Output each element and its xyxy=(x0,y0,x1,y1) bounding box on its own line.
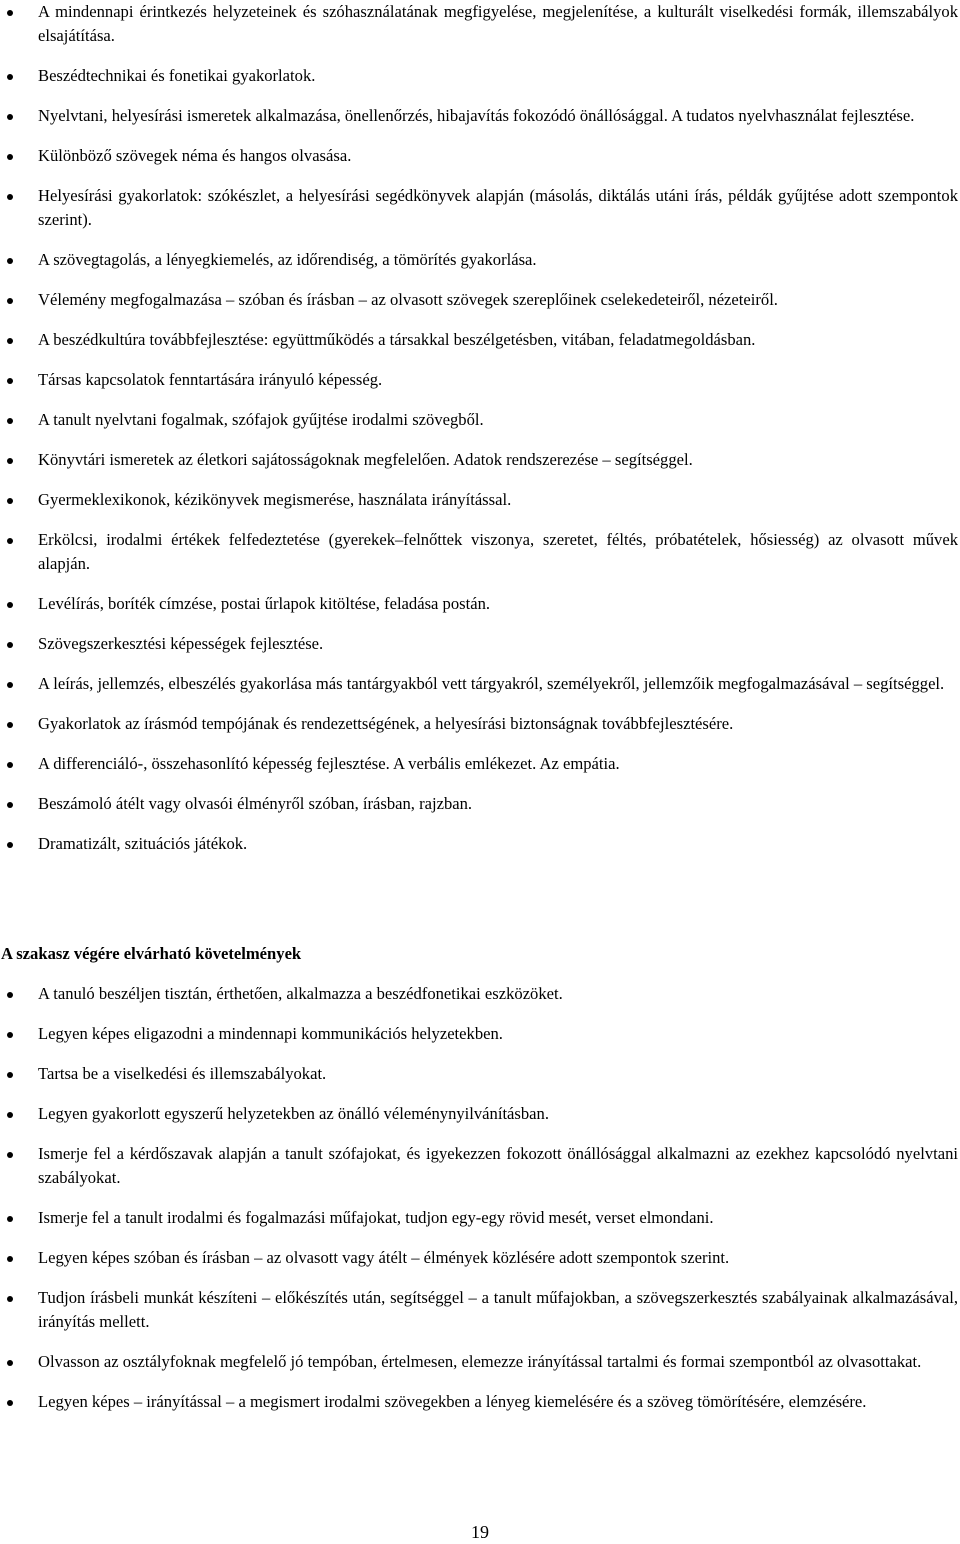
list-item: Ismerje fel a kérdőszavak alapján a tanult szófajokat, és igyekezzen fokozott önállósággal alkalmazni az ezekhez kapcsolódó nyelvtani szabályokat. xyxy=(0,1142,960,1190)
bullet-icon xyxy=(7,258,13,264)
list-item: Gyakorlatok az írásmód tempójának és rendezettségének, a helyesírási biztonságnak továbbfejlesztésére. xyxy=(0,712,960,736)
bullet-icon xyxy=(7,802,13,808)
bullet-icon xyxy=(7,1360,13,1366)
list-item: Könyvtári ismeretek az életkori sajátosságoknak megfelelően. Adatok rendszerezése – segítséggel. xyxy=(0,448,960,472)
list-item: A tanuló beszéljen tisztán, érthetően, alkalmazza a beszédfonetikai eszközöket. xyxy=(0,982,960,1006)
list-item: Különböző szövegek néma és hangos olvasása. xyxy=(0,144,960,168)
list-item: Beszámoló átélt vagy olvasói élményről szóban, írásban, rajzban. xyxy=(0,792,960,816)
bullet-icon xyxy=(7,722,13,728)
bullet-icon xyxy=(7,538,13,544)
list-item: Szövegszerkesztési képességek fejlesztése. xyxy=(0,632,960,656)
list-item: Gyermeklexikonok, kézikönyvek megismerése, használata irányítással. xyxy=(0,488,960,512)
bullet-icon xyxy=(7,458,13,464)
list-item: A szövegtagolás, a lényegkiemelés, az időrendiség, a tömörítés gyakorlása. xyxy=(0,248,960,272)
section-heading: A szakasz végére elvárható követelmények xyxy=(1,944,302,963)
list-item: Legyen képes szóban és írásban – az olvasott vagy átélt – élmények közlésére adott szempontok szerint. xyxy=(0,1246,960,1270)
bullet-icon xyxy=(7,10,13,16)
requirements-list xyxy=(0,982,960,1414)
list-item: Levélírás, boríték címzése, postai űrlapok kitöltése, feladása postán. xyxy=(0,592,960,616)
bullet-icon xyxy=(7,194,13,200)
bullet-icon xyxy=(7,298,13,304)
bullet-icon xyxy=(7,682,13,688)
list-item: Erkölcsi, irodalmi értékek felfedeztetése (gyerekek–felnőttek viszonya, szeretet, féltés, próbatételek, hősiesség) az olvasott művek alapján. xyxy=(0,528,960,576)
list-item: Legyen képes eligazodni a mindennapi kommunikációs helyzetekben. xyxy=(0,1022,960,1046)
bullet-icon xyxy=(7,1152,13,1158)
list-item: Ismerje fel a tanult irodalmi és fogalmazási műfajokat, tudjon egy-egy rövid mesét, verset elmondani. xyxy=(0,1206,960,1230)
bullet-icon xyxy=(7,418,13,424)
bullet-icon xyxy=(7,498,13,504)
list-item: Tartsa be a viselkedési és illemszabályokat. xyxy=(0,1062,960,1086)
list-item: A mindennapi érintkezés helyzeteinek és szóhasználatának megfigyelése, megjelenítése, a kulturált viselkedési formák, illemszabályok elsajátítása. xyxy=(0,0,960,48)
bullet-icon xyxy=(7,842,13,848)
list-item: Dramatizált, szituációs játékok. xyxy=(0,832,960,856)
bullet-icon xyxy=(7,154,13,160)
bullet-icon xyxy=(7,642,13,648)
list-item: A tanult nyelvtani fogalmak, szófajok gyűjtése irodalmi szövegből. xyxy=(0,408,960,432)
list-item: Társas kapcsolatok fenntartására irányuló képesség. xyxy=(0,368,960,392)
list-item: Nyelvtani, helyesírási ismeretek alkalmazása, önellenőrzés, hibajavítás fokozódó önállósággal. A tudatos nyelvhasználat fejlesztése. xyxy=(0,104,960,128)
bullet-icon xyxy=(7,992,13,998)
bullet-icon xyxy=(7,378,13,384)
list-item: Beszédtechnikai és fonetikai gyakorlatok. xyxy=(0,64,960,88)
bullet-icon xyxy=(7,1032,13,1038)
list-item: A leírás, jellemzés, elbeszélés gyakorlása más tantárgyakból vett tárgyakról, személyekről, jellemzőik megfogalmazásával – segítséggel. xyxy=(0,672,960,696)
page-number: 19 xyxy=(471,1522,489,1542)
bullet-icon xyxy=(7,1216,13,1222)
bullet-icon xyxy=(7,1256,13,1262)
list-item: A differenciáló-, összehasonlító képesség fejlesztése. A verbális emlékezet. Az empátia. xyxy=(0,752,960,776)
bullet-icon xyxy=(7,114,13,120)
list-item: Olvasson az osztályfoknak megfelelő jó tempóban, értelmesen, elemezze irányítással tartalmi és formai szempontból az olvasottakat. xyxy=(0,1350,960,1374)
list-item: Tudjon írásbeli munkát készíteni – előkészítés után, segítséggel – a tanult műfajokban, a szövegszerkesztés szabályainak alkalmazásával, irányítás mellett. xyxy=(0,1286,960,1334)
bullet-icon xyxy=(7,762,13,768)
list-item: Helyesírási gyakorlatok: szókészlet, a helyesírási segédkönyvek alapján (másolás, diktálás utáni írás, példák gyűjtése adott szempontok szerint). xyxy=(0,184,960,232)
list-item: A beszédkultúra továbbfejlesztése: együttműködés a társakkal beszélgetésben, vitában, feladatmegoldásban. xyxy=(0,328,960,352)
list-item: Vélemény megfogalmazása – szóban és írásban – az olvasott szövegek szereplőinek cselekedeteiről, nézeteiről. xyxy=(0,288,960,312)
bullet-icon xyxy=(7,74,13,80)
bullet-icon xyxy=(7,338,13,344)
bullet-icon xyxy=(7,602,13,608)
bullet-icon xyxy=(7,1296,13,1302)
list-item: Legyen gyakorlott egyszerű helyzetekben az önálló véleménynyilvánításban. xyxy=(0,1102,960,1126)
list-item: Legyen képes – irányítással – a megismert irodalmi szövegekben a lényeg kiemelésére és a szöveg tömörítésére, elemzésére. xyxy=(0,1390,960,1414)
bullet-icon xyxy=(7,1112,13,1118)
bullet-icon xyxy=(7,1072,13,1078)
bullet-icon xyxy=(7,1400,13,1406)
